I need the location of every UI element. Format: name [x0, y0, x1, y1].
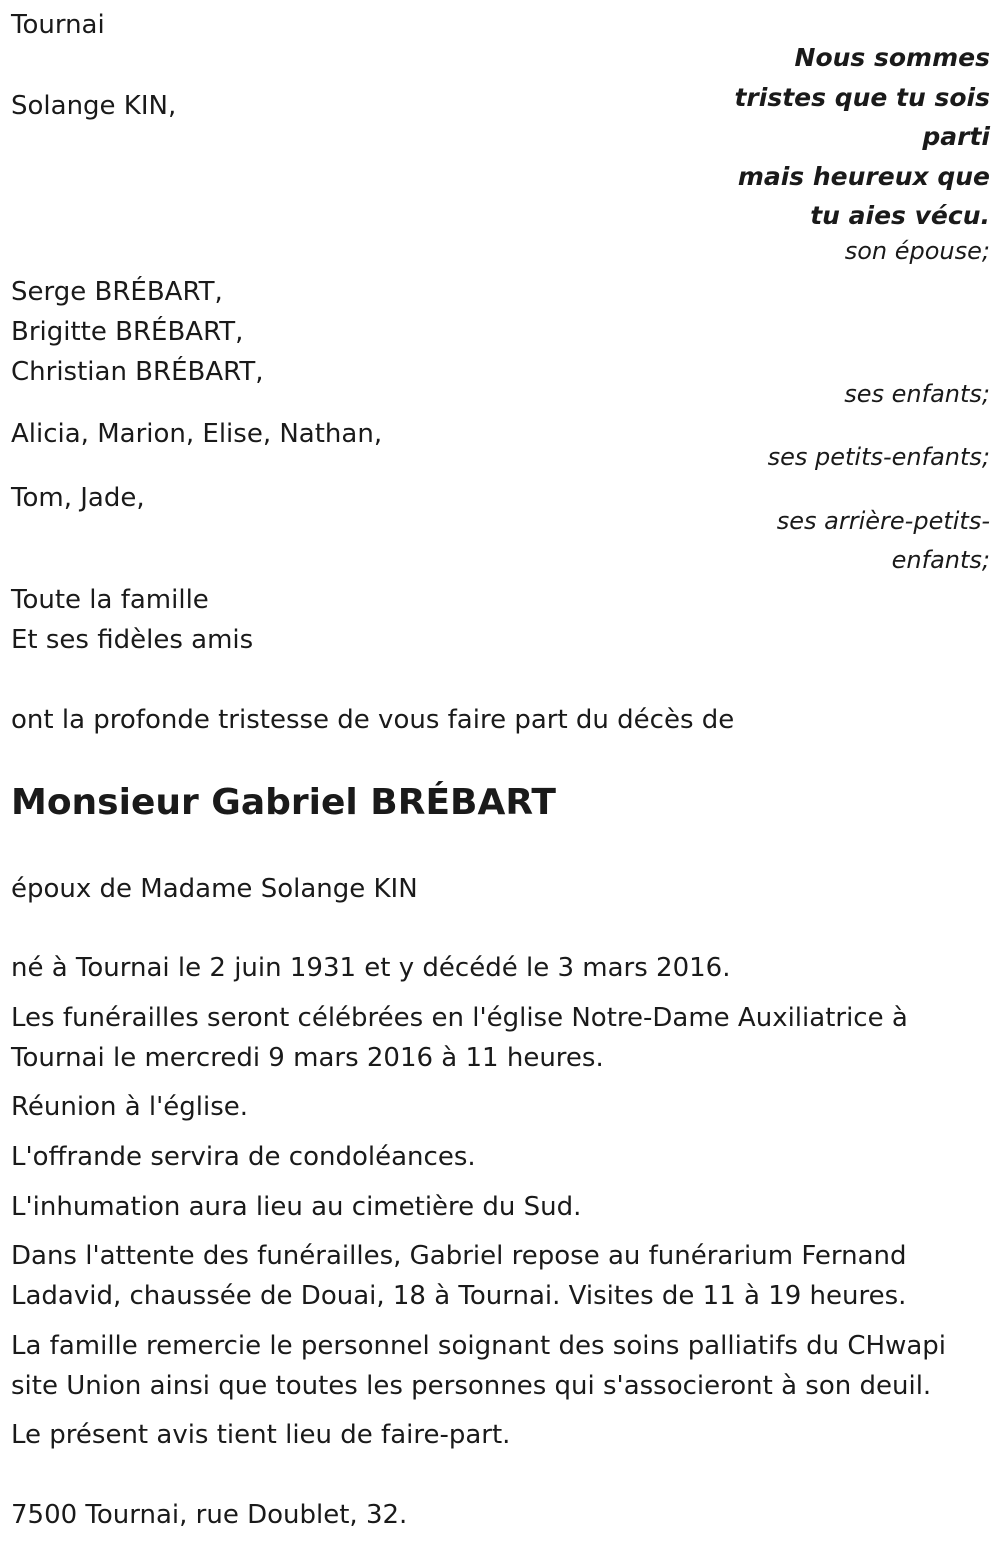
offering-text: L'offrande servira de condoléances. — [11, 1142, 476, 1172]
funeral-text: Les funérailles seront célébrées en l'église Notre-Dame Auxiliatrice à Tournai le mercredi 9 mars 2016 à 11 heures. — [11, 1003, 908, 1073]
great-grandchildren-role-line1: ses arrière-petits- — [776, 507, 990, 535]
announcement-text: ont la profonde tristesse de vous faire part du décès de — [11, 705, 735, 735]
poem-line: tristes que tu sois — [734, 82, 990, 112]
friends: Et ses fidèles amis — [11, 625, 254, 655]
spouse-of-text: époux de Madame Solange KIN — [11, 874, 418, 904]
extended-family: Toute la famille — [11, 585, 209, 615]
great-grandchildren-names: Tom, Jade, — [11, 483, 145, 513]
poem-line: tu aies vécu. — [810, 201, 990, 230]
child-name: Christian BRÉBART, — [11, 357, 264, 387]
poem-line: Nous sommes — [794, 43, 990, 72]
place-heading: Tournai — [11, 10, 105, 40]
burial-text: L'inhumation aura lieu au cimetière du Sud. — [11, 1192, 582, 1222]
deceased-name: Monsieur Gabriel BRÉBART — [11, 782, 556, 823]
grandchildren-names: Alicia, Marion, Elise, Nathan, — [11, 419, 383, 449]
poem-line: parti — [922, 122, 990, 151]
great-grandchildren-role-line2: enfants; — [891, 546, 990, 574]
child-name: Serge BRÉBART, — [11, 277, 223, 307]
children-role: ses enfants; — [844, 380, 990, 408]
child-name: Brigitte BRÉBART, — [11, 317, 244, 347]
spouse-role: son épouse; — [844, 237, 990, 265]
address: 7500 Tournai, rue Doublet, 32. — [11, 1500, 408, 1530]
epitaph-poem — [730, 38, 990, 236]
poem-line: mais heureux que — [737, 161, 990, 191]
viewing-text: Dans l'attente des funérailles, Gabriel repose au funérarium Fernand Ladavid, chaussée de Douai, 18 à Tournai. Visites de 11 à 19 heures. — [11, 1241, 907, 1311]
spouse-name: Solange KIN, — [11, 91, 177, 121]
birth-death-text: né à Tournai le 2 juin 1931 et y décédé le 3 mars 2016. — [11, 953, 731, 983]
thanks-text: La famille remercie le personnel soignant des soins palliatifs du CHwapi site Union ainsi que toutes les personnes qui s'associeront à son deuil. — [11, 1331, 947, 1401]
notice-text: Le présent avis tient lieu de faire-part. — [11, 1420, 511, 1450]
grandchildren-role: ses petits-enfants; — [767, 443, 990, 471]
meeting-text: Réunion à l'église. — [11, 1092, 249, 1122]
